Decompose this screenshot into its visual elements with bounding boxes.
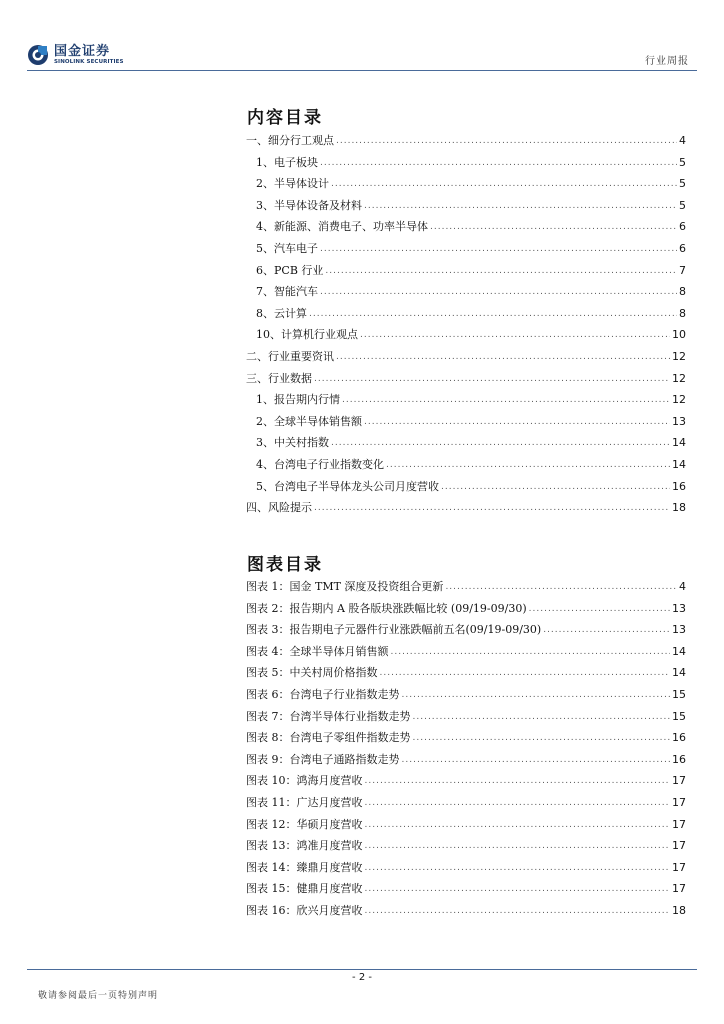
dot-leader bbox=[364, 415, 670, 429]
toc-entry[interactable] bbox=[246, 478, 686, 494]
toc-entry[interactable] bbox=[246, 391, 686, 407]
figure-toc-entry-label: 图表 13：鸿准月度营收 bbox=[246, 839, 363, 853]
figure-toc-entry-label: 图表 15：健鼎月度营收 bbox=[246, 882, 363, 896]
dot-leader bbox=[314, 372, 670, 386]
dot-leader bbox=[331, 436, 670, 450]
toc-entry[interactable] bbox=[246, 175, 686, 191]
toc-entry-page: 12 bbox=[672, 371, 686, 385]
dot-leader bbox=[336, 350, 670, 364]
toc-entry-label: 5、汽车电子 bbox=[256, 242, 318, 255]
figure-toc-entry-page: 4 bbox=[679, 580, 686, 593]
company-logo bbox=[27, 42, 124, 68]
figure-toc-entry-page: 14 bbox=[672, 644, 686, 658]
toc-entry[interactable] bbox=[246, 154, 686, 170]
figure-toc-entry-label: 图表 5：中关村周价格指数 bbox=[246, 666, 378, 680]
figure-toc-entry-page: 17 bbox=[672, 817, 686, 831]
toc-entry-label: 二、行业重要资讯 bbox=[246, 350, 334, 363]
toc-entry-label: 三、行业数据 bbox=[246, 371, 312, 385]
toc-entry-page: 12 bbox=[672, 393, 686, 407]
header-divider bbox=[27, 70, 697, 71]
toc-entry-label: 2、半导体设计 bbox=[256, 177, 329, 191]
figure-toc-entry-page: 17 bbox=[672, 774, 686, 788]
toc-entry[interactable] bbox=[246, 456, 686, 472]
figure-toc-entry[interactable] bbox=[246, 621, 686, 637]
figure-toc-entry-label: 图表 11：广达月度营收 bbox=[246, 796, 363, 809]
dot-leader bbox=[314, 501, 670, 515]
toc-entry[interactable] bbox=[246, 348, 686, 364]
toc-entry[interactable] bbox=[246, 326, 686, 342]
dot-leader bbox=[365, 796, 671, 810]
toc-entry-page: 4 bbox=[679, 134, 686, 147]
toc-entry-label: 6、PCB 行业 bbox=[256, 263, 324, 277]
dot-leader bbox=[309, 307, 677, 321]
figure-toc-entry-label: 图表 12：华硕月度营收 bbox=[246, 817, 363, 831]
dot-leader bbox=[413, 710, 671, 724]
toc-entry-label: 4、新能源、消费电子、功率半导体 bbox=[256, 220, 428, 234]
page-number: - 2 - bbox=[352, 972, 372, 983]
figure-toc-entry-label: 图表 16：欣兴月度营收 bbox=[246, 904, 363, 917]
disclaimer-text: 敬请参阅最后一页特别声明 bbox=[38, 991, 159, 1001]
figure-toc-entry-page: 14 bbox=[672, 666, 686, 680]
figure-toc-entry-page: 16 bbox=[672, 731, 686, 745]
footer-divider bbox=[27, 969, 697, 970]
toc-entry-page: 5 bbox=[679, 155, 686, 169]
dot-leader bbox=[320, 285, 677, 299]
figure-toc-entry-page: 15 bbox=[672, 688, 686, 701]
figure-toc-entry-label: 图表 1：国金 TMT 深度及投资组合更新 bbox=[246, 580, 444, 593]
toc-entry-label: 5、台湾电子半导体龙头公司月度营收 bbox=[256, 479, 439, 493]
figure-toc-entry[interactable] bbox=[246, 859, 686, 875]
figure-toc-entry[interactable] bbox=[246, 708, 686, 724]
dot-leader bbox=[365, 861, 671, 875]
figure-toc-entry-label: 图表 10：鸿海月度营收 bbox=[246, 774, 363, 788]
figure-toc-entry-label: 图表 7：台湾半导体行业指数走势 bbox=[246, 709, 411, 723]
dot-leader bbox=[365, 818, 671, 832]
figure-toc-entry[interactable] bbox=[246, 664, 686, 680]
dot-leader bbox=[325, 264, 677, 278]
figure-toc-entry-page: 17 bbox=[672, 860, 686, 874]
toc-entry[interactable] bbox=[246, 240, 686, 256]
dot-leader bbox=[386, 458, 670, 472]
toc-entry-label: 一、细分行工观点 bbox=[246, 134, 334, 147]
toc-entry-page: 18 bbox=[672, 501, 686, 515]
figure-toc-entry-page: 17 bbox=[672, 882, 686, 896]
dot-leader bbox=[402, 753, 671, 767]
figure-toc-entry-page: 17 bbox=[672, 796, 686, 809]
dot-leader bbox=[336, 134, 677, 148]
figure-toc-entry[interactable] bbox=[246, 772, 686, 788]
toc-entry-page: 5 bbox=[679, 198, 686, 212]
dot-leader bbox=[543, 623, 670, 637]
logo-mark-icon bbox=[27, 44, 49, 66]
toc-entry[interactable] bbox=[246, 197, 686, 213]
dot-leader bbox=[365, 882, 671, 896]
dot-leader bbox=[331, 177, 677, 191]
figure-toc-entry[interactable] bbox=[246, 578, 686, 594]
toc-entry-page: 12 bbox=[672, 350, 686, 363]
toc-entry-label: 4、台湾电子行业指数变化 bbox=[256, 458, 384, 471]
figure-toc-entry[interactable] bbox=[246, 816, 686, 832]
figure-toc-entry-label: 图表 9：台湾电子通路指数走势 bbox=[246, 752, 400, 766]
figure-toc-entry-page: 18 bbox=[672, 904, 686, 917]
logo-name-en: SINOLINK SECURITIES bbox=[54, 58, 124, 65]
figure-toc-entry[interactable] bbox=[246, 600, 686, 616]
figure-toc-entry-label: 图表 3：报告期电子元器件行业涨跌幅前五名(09/19-09/30) bbox=[246, 623, 542, 637]
figure-toc-entry-label: 图表 2：报告期内 A 股各版块涨跌幅比较 (09/19-09/30) bbox=[246, 601, 527, 615]
figure-toc-entry[interactable] bbox=[246, 837, 686, 853]
toc-entry-label: 2、全球半导体销售额 bbox=[256, 414, 362, 428]
toc-entry[interactable] bbox=[246, 499, 686, 515]
report-type-label: 行业周报 bbox=[645, 56, 689, 67]
figure-toc-entry[interactable] bbox=[246, 794, 686, 810]
toc-entry-page: 13 bbox=[672, 414, 686, 428]
toc-entry[interactable] bbox=[246, 262, 686, 278]
toc-entry-label: 8、云计算 bbox=[256, 306, 307, 320]
figure-toc-entry[interactable] bbox=[246, 686, 686, 702]
dot-leader bbox=[342, 393, 670, 407]
figure-toc-entry-label: 图表 14：臻鼎月度营收 bbox=[246, 860, 363, 874]
dot-leader bbox=[320, 156, 677, 170]
dot-leader bbox=[430, 220, 677, 234]
figures-title: 图表目录 bbox=[247, 555, 323, 575]
toc-entry-label: 1、报告期内行情 bbox=[256, 393, 340, 407]
toc-entry-page: 14 bbox=[672, 458, 686, 471]
dot-leader bbox=[365, 839, 671, 853]
dot-leader bbox=[364, 199, 677, 213]
dot-leader bbox=[391, 645, 671, 659]
logo-name-cn: 国金证券 bbox=[54, 43, 111, 59]
toc-entry[interactable] bbox=[246, 283, 686, 299]
figure-toc-entry-page: 16 bbox=[672, 752, 686, 766]
figure-toc-entry-label: 图表 8：台湾电子零组件指数走势 bbox=[246, 731, 411, 745]
toc-entry-page: 6 bbox=[679, 220, 686, 234]
toc-entry-page: 10 bbox=[672, 328, 686, 342]
dot-leader bbox=[380, 666, 671, 680]
toc-entry[interactable] bbox=[246, 132, 686, 148]
toc-entry-page: 6 bbox=[679, 242, 686, 255]
page-header bbox=[27, 40, 697, 72]
toc-entry[interactable] bbox=[246, 305, 686, 321]
figure-toc-entry[interactable] bbox=[246, 751, 686, 767]
toc-entry-page: 8 bbox=[679, 285, 686, 299]
toc-entry[interactable] bbox=[246, 370, 686, 386]
dot-leader bbox=[441, 480, 670, 494]
toc-entry-label: 四、风险提示 bbox=[246, 501, 312, 515]
toc-entry-page: 14 bbox=[672, 436, 686, 450]
toc-entry-label: 1、电子板块 bbox=[256, 155, 318, 169]
contents-title: 内容目录 bbox=[247, 108, 323, 128]
toc-entry[interactable] bbox=[246, 434, 686, 450]
figure-toc-entry-page: 17 bbox=[672, 839, 686, 853]
toc-entry[interactable] bbox=[246, 413, 686, 429]
dot-leader bbox=[365, 774, 671, 788]
toc-entry-page: 16 bbox=[672, 479, 686, 493]
toc-entry[interactable] bbox=[246, 218, 686, 234]
dot-leader bbox=[445, 580, 677, 594]
figure-toc-entry[interactable] bbox=[246, 902, 686, 918]
dot-leader bbox=[413, 731, 671, 745]
figure-toc-entry-label: 图表 4：全球半导体月销售额 bbox=[246, 644, 389, 658]
toc-entry-label: 10、计算机行业观点 bbox=[256, 328, 358, 342]
toc-entry-page: 7 bbox=[679, 263, 686, 277]
dot-leader bbox=[365, 904, 671, 918]
toc-entry-page: 5 bbox=[679, 177, 686, 191]
toc-entry-label: 7、智能汽车 bbox=[256, 285, 318, 299]
figure-toc-entry[interactable] bbox=[246, 643, 686, 659]
dot-leader bbox=[402, 688, 671, 702]
figure-toc-entry-label: 图表 6：台湾电子行业指数走势 bbox=[246, 688, 400, 701]
figure-toc-entry-page: 15 bbox=[672, 709, 686, 723]
figure-toc-entry-page: 13 bbox=[672, 601, 686, 615]
toc-entry-label: 3、中关村指数 bbox=[256, 436, 329, 450]
dot-leader bbox=[529, 602, 670, 616]
figure-toc-entry-page: 13 bbox=[672, 623, 686, 637]
toc-entry-label: 3、半导体设备及材料 bbox=[256, 198, 362, 212]
dot-leader bbox=[360, 328, 670, 342]
toc-entry-page: 8 bbox=[679, 306, 686, 320]
figure-toc-entry[interactable] bbox=[246, 729, 686, 745]
dot-leader bbox=[320, 242, 677, 256]
figure-toc-entry[interactable] bbox=[246, 880, 686, 896]
